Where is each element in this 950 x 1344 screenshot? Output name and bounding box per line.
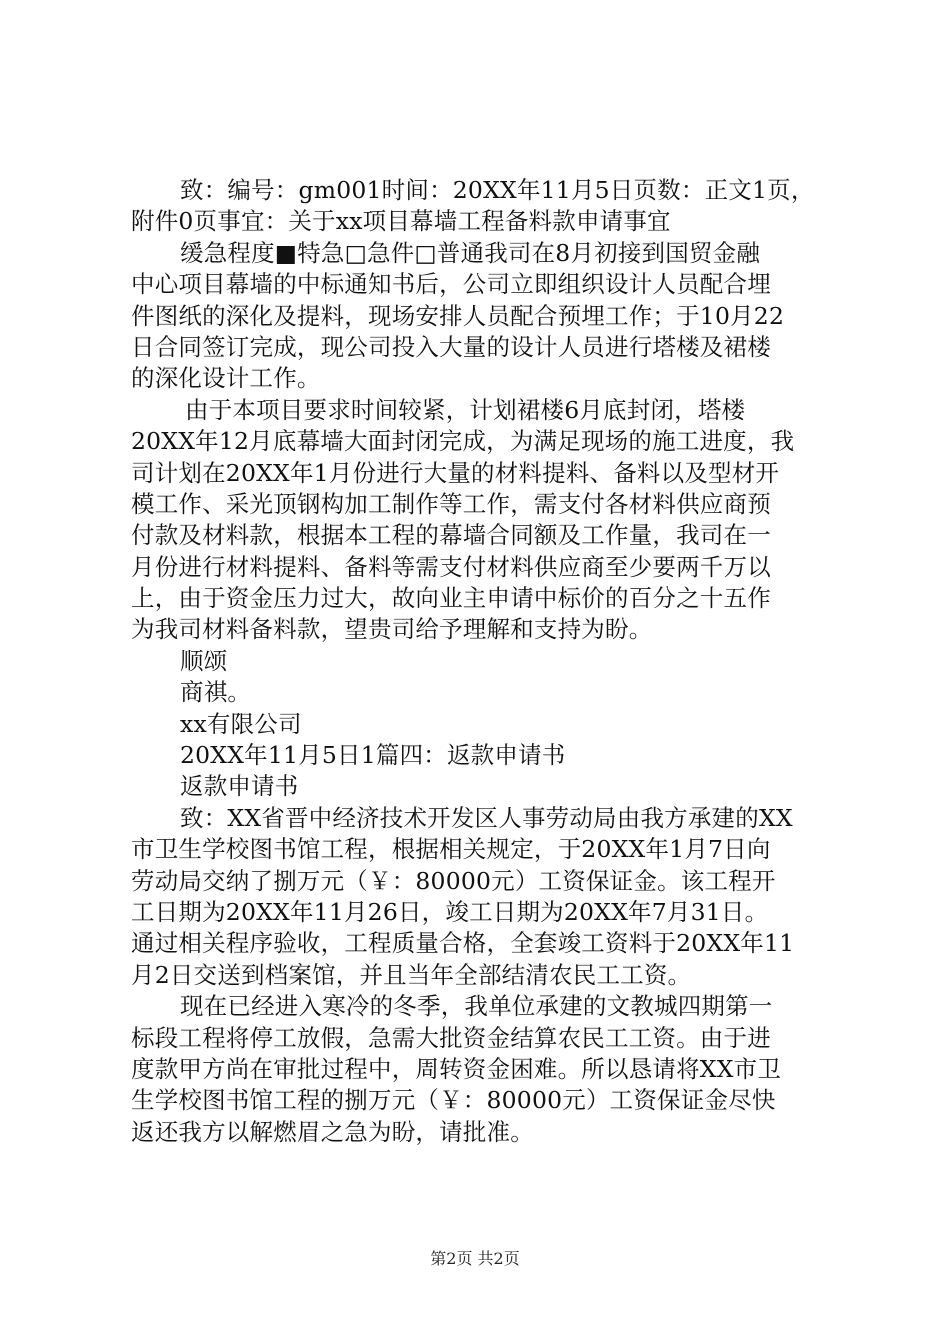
text-line: 工日期为20XX年11月26日，竣工日期为20XX年7月31日。 <box>131 897 769 926</box>
text-line: 度款甲方尚在审批过程中，周转资金困难。所以恳请将XX市卫 <box>131 1054 782 1083</box>
text-line: 月份进行材料提料、备料等需支付材料供应商至少要两千万以 <box>131 552 771 581</box>
text-line: 缓急程度■特急□急件□普通我司在8月初接到国贸金融 <box>180 238 761 267</box>
text-line: 20XX年12月底幕墙大面封闭完成，为满足现场的施工进度，我 <box>131 427 795 456</box>
text-line: 为我司材料备料款，望贵司给予理解和支持为盼。 <box>131 615 653 644</box>
document-body <box>131 175 831 1148</box>
text-line: 件图纸的深化及提料，现场安排人员配合预埋工作；于10月22 <box>131 301 785 330</box>
text-line: 司计划在20XX年1月份进行大量的材料提料、备料以及型材开 <box>131 458 780 487</box>
text-line: 中心项目幕墙的中标通知书后，公司立即组织设计人员配合埋 <box>131 270 771 299</box>
page-number: 第2页 共2页 <box>430 1249 520 1268</box>
closing-line: 商祺。 <box>180 678 252 707</box>
section-title: 返款申请书 <box>180 772 299 801</box>
text-line: 付款及材料款，根据本工程的幕墙合同额及工作量，我司在一 <box>131 521 771 550</box>
text-line: 致：XX省晋中经济技术开发区人事劳动局由我方承建的XX <box>180 803 793 832</box>
text-line: 生学校图书馆工程的捌万元（￥：80000元）工资保证金尽快 <box>131 1086 776 1115</box>
text-line: 月2日交送到档案馆，并且当年全部结清农民工工资。 <box>131 960 692 989</box>
text-line: 由于本项目要求时间较紧，计划裙楼6月底封闭，塔楼 <box>185 395 746 424</box>
text-line: 致：编号：gm001时间：20XX年11月5日页数：正文1页， <box>180 176 815 204</box>
text-line: 模工作、采光顶钢构加工制作等工作，需支付各材料供应商预 <box>131 489 771 518</box>
text-line: 现在已经进入寒冷的冬季，我单位承建的文教城四期第一 <box>180 992 773 1021</box>
text-line: 返还我方以解燃眉之急为盼，请批准。 <box>131 1117 534 1146</box>
text-line: 市卫生学校图书馆工程，根据相关规定，于20XX年1月7日向 <box>131 835 771 864</box>
text-line: 劳动局交纳了捌万元（￥：80000元）工资保证金。该工程开 <box>131 866 776 895</box>
company-name: xx有限公司 <box>180 709 302 738</box>
text-line: 上，由于资金压力过大，故向业主申请中标价的百分之十五作 <box>131 584 771 613</box>
date-line: 20XX年11月5日1篇四：返款申请书 <box>180 741 566 770</box>
closing-line: 顺颂 <box>180 646 228 675</box>
text-line: 日合同签订完成，现公司投入大量的设计人员进行塔楼及裙楼 <box>131 332 771 361</box>
text-line: 标段工程将停工放假，急需大批资金结算农民工工资。由于进 <box>131 1023 771 1052</box>
text-line: 通过相关程序验收，工程质量合格，全套竣工资料于20XX年11 <box>131 929 795 958</box>
text-line: 的深化设计工作。 <box>131 364 321 393</box>
page-footer <box>0 1246 950 1269</box>
text-line: 附件0页事宜：关于xx项目幕墙工程备料款申请事宜 <box>131 207 671 236</box>
